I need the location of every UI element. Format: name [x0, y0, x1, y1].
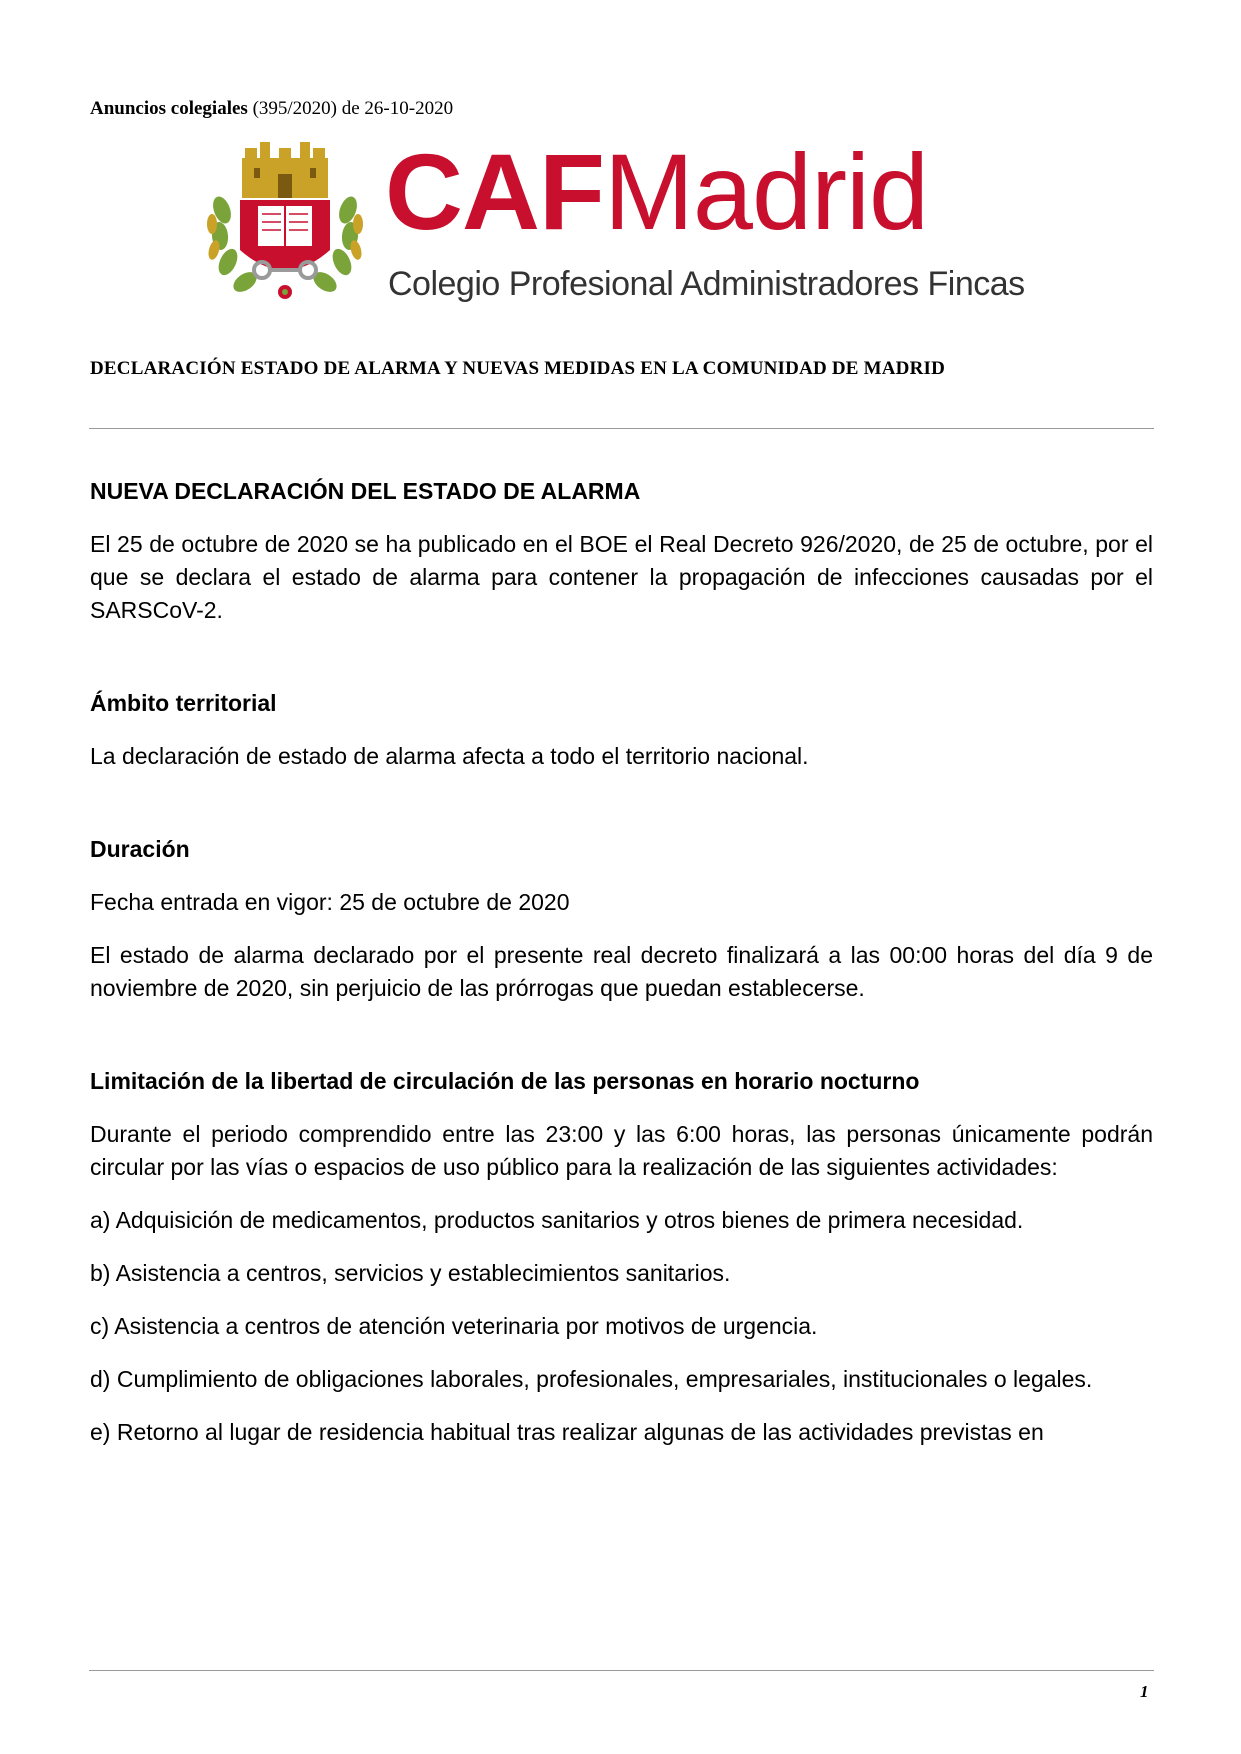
logo-wordmark [385, 132, 928, 252]
top-divider [89, 428, 1154, 429]
announcement-ref: (395/2020) de 26-10-2020 [247, 98, 454, 119]
logo-subtitle: Colegio Profesional Administradores Fincas [388, 265, 1025, 303]
page-number: 1 [1140, 1682, 1149, 1701]
paragraph: El estado de alarma declarado por el presente real decreto finalizará a las 00:00 horas del día 9 de noviembre de 2020, sin perjuicio de las prórrogas que puedan establecerse. [90, 942, 1153, 1001]
section-heading: Duración [90, 836, 190, 862]
paragraph: El 25 de octubre de 2020 se ha publicado en el BOE el Real Decreto 926/2020, de 25 de octubre, por el que se declara el estado de alarma para contener la propagación de infecciones causadas por el SARSCoV-2. [90, 531, 1153, 623]
logo-caf: CAF [385, 131, 604, 252]
section-heading: Limitación de la libertad de circulación de las personas en horario nocturno [90, 1068, 920, 1094]
document-title: DECLARACIÓN ESTADO DE ALARMA Y NUEVAS MEDIDAS EN LA COMUNIDAD DE MADRID [90, 358, 946, 379]
caf-madrid-logo [200, 131, 1060, 308]
list-item: d) Cumplimiento de obligaciones laborales, profesionales, empresariales, institucionales o legales. [90, 1366, 1093, 1392]
coat-of-arms-icon [200, 140, 370, 308]
announcement-header [90, 98, 453, 120]
footer-divider [89, 1670, 1154, 1671]
list-item: c) Asistencia a centros de atención veterinaria por motivos de urgencia. [90, 1313, 818, 1339]
list-item: a) Adquisición de medicamentos, productos sanitarios y otros bienes de primera necesidad. [90, 1207, 1024, 1233]
section-heading: Ámbito territorial [90, 690, 277, 716]
paragraph: Durante el periodo comprendido entre las 23:00 y las 6:00 horas, las personas únicamente podrán circular por las vías o espacios de uso público para la realización de las siguientes actividades: [90, 1121, 1153, 1180]
announcement-label: Anuncios colegiales [90, 98, 248, 119]
document-body [90, 475, 1153, 1449]
logo-madrid: Madrid [603, 131, 929, 252]
list-item: b) Asistencia a centros, servicios y establecimientos sanitarios. [90, 1260, 731, 1286]
list-item: e) Retorno al lugar de residencia habitual tras realizar algunas de las actividades previstas en [90, 1419, 1044, 1445]
paragraph: Fecha entrada en vigor: 25 de octubre de 2020 [90, 889, 570, 915]
section-heading: NUEVA DECLARACIÓN DEL ESTADO DE ALARMA [90, 478, 641, 504]
paragraph: La declaración de estado de alarma afecta a todo el territorio nacional. [90, 743, 809, 769]
